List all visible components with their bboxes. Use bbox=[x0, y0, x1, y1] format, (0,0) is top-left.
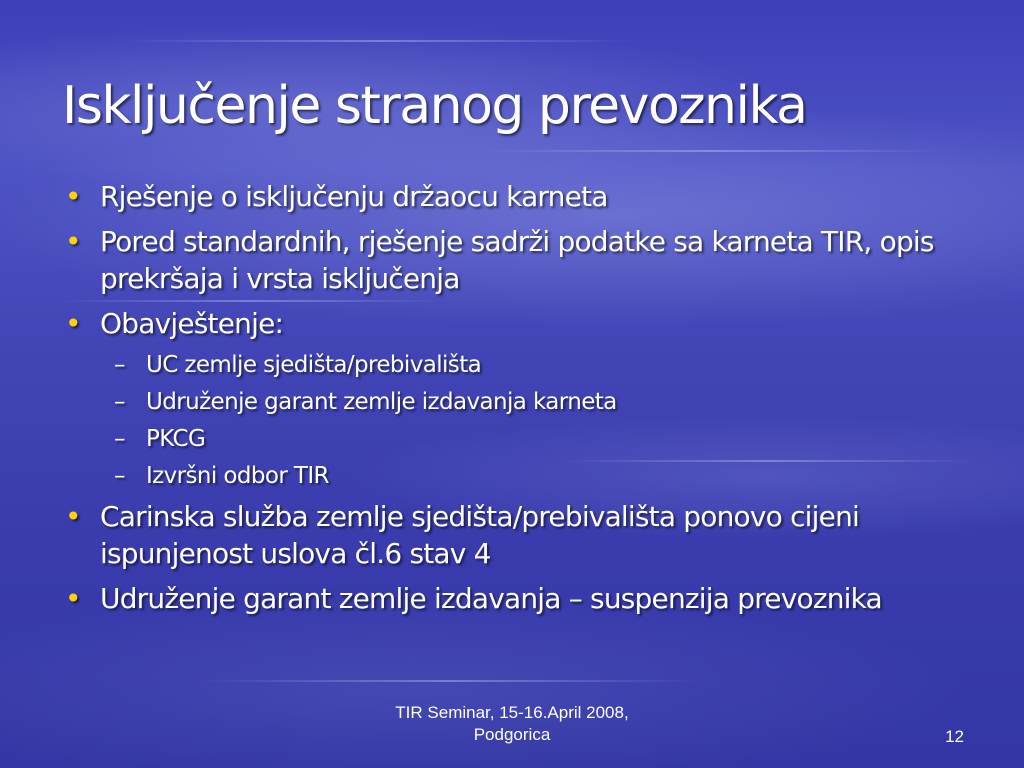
sub-bullet-text: PKCG bbox=[146, 426, 206, 452]
dash-icon: – bbox=[114, 426, 125, 452]
bullet-icon: • bbox=[65, 307, 81, 340]
slide-title: Isključenje stranog prevoznika bbox=[62, 76, 807, 136]
bullet-text: Pored standardnih, rješenje sadrži podatke sa karneta TIR, opis prekršaja i vrsta isključenja bbox=[100, 225, 934, 295]
dash-icon: – bbox=[114, 389, 125, 415]
sub-bullet-text: UC zemlje sjedišta/prebivališta bbox=[146, 352, 482, 378]
bullet-icon: • bbox=[65, 225, 81, 258]
bullet-item bbox=[62, 223, 982, 297]
background-streak bbox=[200, 680, 700, 682]
bullet-text: Carinska služba zemlje sjedišta/prebivališta ponovo cijeni ispunjenost uslova čl.6 stav 4 bbox=[100, 500, 859, 570]
sub-bullet-text: Izvršni odbor TIR bbox=[146, 463, 329, 489]
footer-text bbox=[352, 702, 672, 746]
bullet-text: Obavještenje: bbox=[100, 307, 284, 340]
sub-bullet-item bbox=[62, 424, 982, 454]
sub-bullet-item bbox=[62, 461, 982, 491]
sub-bullet-item bbox=[62, 350, 982, 380]
bullet-item bbox=[62, 498, 982, 572]
bullet-icon: • bbox=[65, 180, 81, 213]
footer-line: TIR Seminar, 15-16.April 2008, bbox=[395, 703, 629, 722]
background-streak bbox=[120, 40, 640, 42]
bullet-item bbox=[62, 178, 982, 215]
sub-bullet-item bbox=[62, 387, 982, 417]
bullet-icon: • bbox=[65, 500, 81, 533]
dash-icon: – bbox=[114, 352, 125, 378]
bullet-list bbox=[62, 178, 982, 625]
slide-number: 12 bbox=[945, 727, 964, 746]
bullet-item bbox=[62, 580, 982, 617]
footer-line: Podgorica bbox=[473, 725, 551, 744]
dash-icon: – bbox=[114, 463, 125, 489]
sub-bullet-text: Udruženje garant zemlje izdavanja karneta bbox=[146, 389, 617, 415]
bullet-text: Udruženje garant zemlje izdavanja – suspenzija prevoznika bbox=[100, 582, 882, 615]
bullet-text: Rješenje o isključenju držaocu karneta bbox=[100, 180, 608, 213]
bullet-item bbox=[62, 305, 982, 342]
background-streak bbox=[480, 150, 940, 152]
bullet-icon: • bbox=[65, 582, 81, 615]
